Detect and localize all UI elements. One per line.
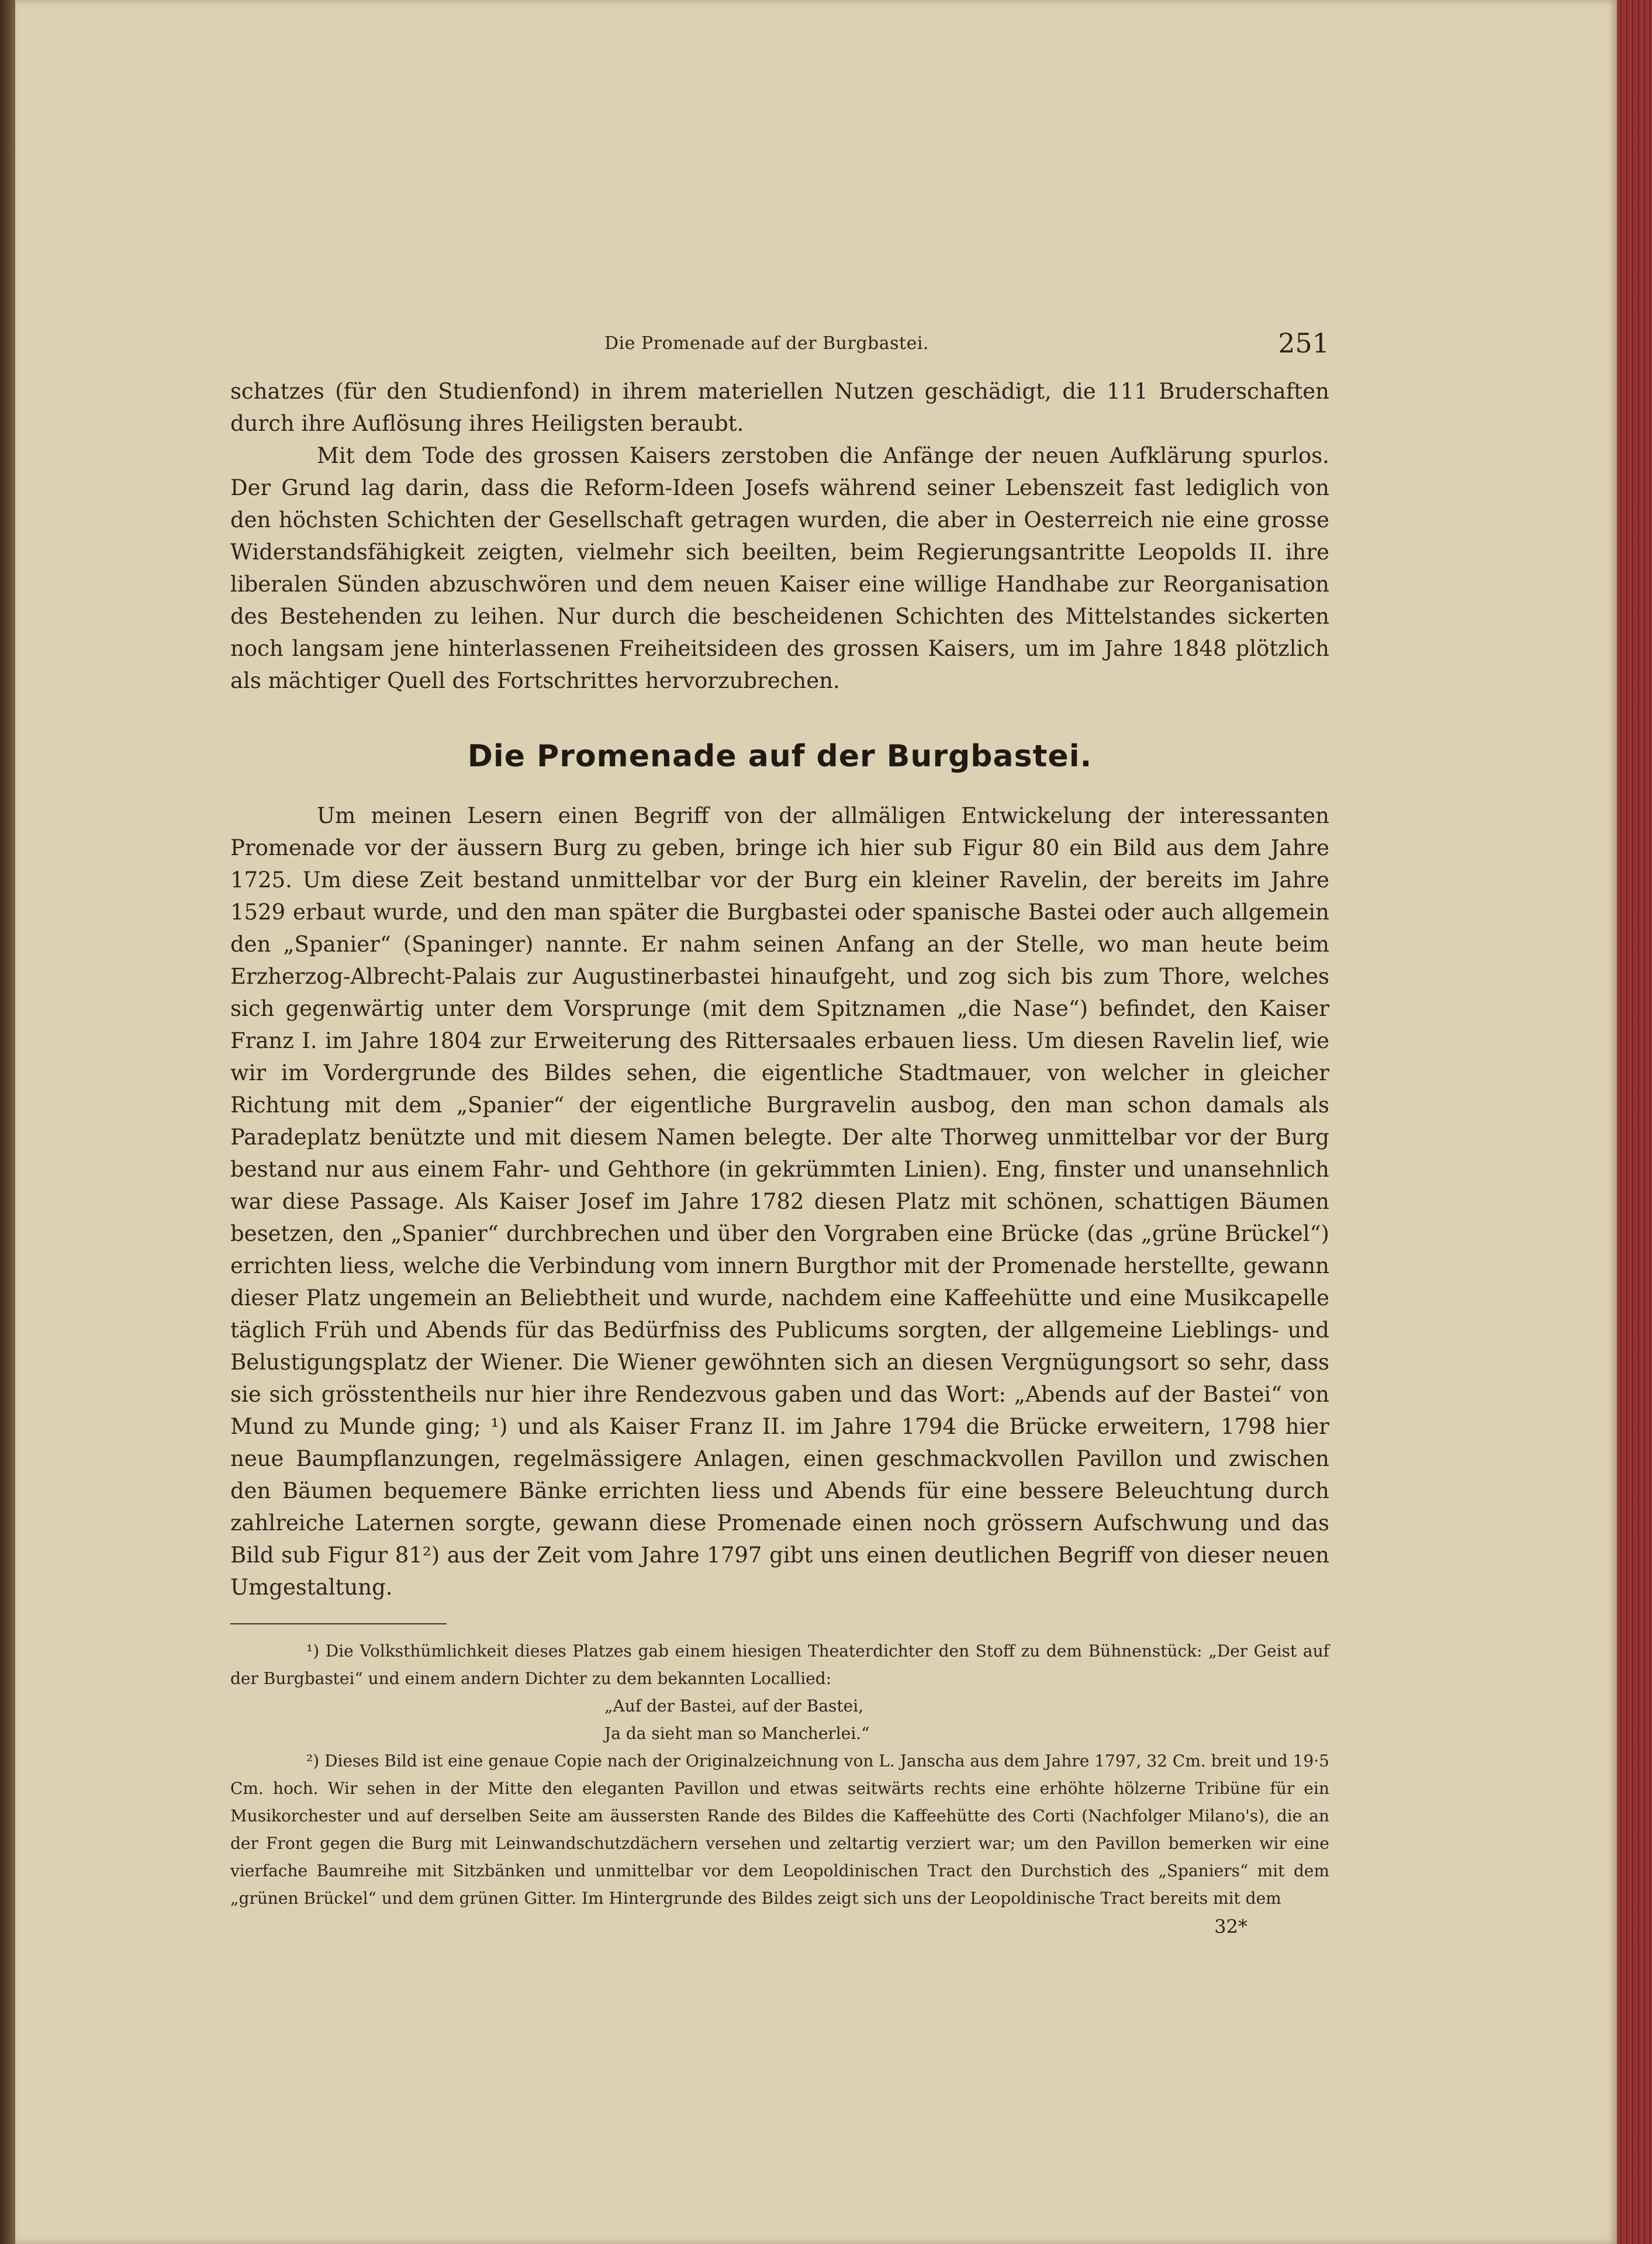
section-title: Die Promenade auf der Burgbastei. [467, 739, 1093, 774]
book-spine [0, 0, 15, 2244]
footnote-2: ²) Dieses Bild ist eine genaue Copie nach der Originalzeichnung von L. Janscha aus dem Jahre 1797, 32 Cm. breit und 19·5 Cm. hoch. Wir sehen in der Mitte den eleganten Pavillon und etwas seitwärts rechts eine erhöhte hölzerne Tribüne für ein Musikorchester und auf derselben Seite am äussersten Rande des Bildes die Kaffeehütte des Corti (Nachfolger Milano's), die an der Front gegen die Burg mit Leinwandschutzdächern versehen und zeltartig verziert war; um den Pavillon bemerken wir eine vierfache Baumreihe mit Sitzbänken und unmittelbar vor dem Leopoldinischen Tract den Durchstich des „Spaniers“ mit dem „grünen Brückel“ und dem grünen Gitter. Im Hintergrunde des Bildes zeigt sich uns der Leopoldinische Tract bereits mit dem [230, 1751, 1329, 1908]
page-edges [1617, 0, 1652, 2244]
intro-paragraph-2: Mit dem Tode des grossen Kaisers zerstoben die Anfänge der neuen Aufklärung spurlos. Der Grund lag darin, dass die Reform-Ideen Josefs während seiner Lebenszeit fast lediglich von den höchsten Schichten der Gesellschaft getragen wurden, die aber in Oesterreich nie eine grosse Widerstandsfähigkeit zeigten, vielmehr sich beeilten, beim Regierungsantritte Leopolds II. ihre liberalen Sünden abzuschwören und dem neuen Kaiser eine willige Handhabe zur Reorganisation des Bestehenden zu leihen. Nur durch die bescheidenen Schichten des Mittelstandes sickerten noch langsam jene hinterlassenen Freiheitsideen des grossen Kaisers, um im Jahre 1848 plötzlich als mächtiger Quell des Fortschrittes hervorzubrechen. [230, 443, 1329, 693]
intro-paragraph-1: schatzes (für den Studienfond) in ihrem materiellen Nutzen geschädigt, die 111 Bruderschaften durch ihre Auflösung ihres Heiligsten beraubt. [230, 379, 1329, 436]
signature-mark: 32* [1214, 1915, 1247, 1938]
page-content [230, 327, 1329, 1938]
footnote-1: ¹) Die Volksthümlichkeit dieses Platzes gab einem hiesigen Theaterdichter den Stoff zu dem Bühnenstück: „Der Geist auf der Burgbastei“ und einem andern Dichter zu dem bekannten Locallied: [230, 1641, 1329, 1688]
page-header [230, 327, 1329, 362]
page-number: 251 [1278, 327, 1329, 359]
running-title: Die Promenade auf der Burgbastei. [604, 333, 929, 354]
section-paragraph-1: Um meinen Lesern einen Begriff von der allmäligen Entwickelung der interessanten Promenade vor der äussern Burg zu geben, bringe ich hier sub Figur 80 ein Bild aus dem Jahre 1725. Um diese Zeit bestand unmittelbar vor der Burg ein kleiner Ravelin, der bereits im Jahre 1529 erbaut wurde, und den man später die Burgbastei oder spanische Bastei oder auch allgemein den „Spanier“ (Spaninger) nannte. Er nahm seinen Anfang an der Stelle, wo man heute beim Erzherzog-Albrecht-Palais zur Augustinerbastei hinaufgeht, und zog sich bis zum Thore, welches sich gegenwärtig unter dem Vorsprunge (mit dem Spitznamen „die Nase“) befindet, den Kaiser Franz I. im Jahre 1804 zur Erweiterung des Rittersaales erbauen liess. Um diesen Ravelin lief, wie wir im Vordergrunde des Bildes sehen, die eigentliche Stadtmauer, von welcher in gleicher Richtung mit dem „Spanier“ der eigentliche Burgravelin ausbog, den man schon damals als Paradeplatz benützte und mit diesem Namen belegte. Der alte Thorweg unmittelbar vor der Burg bestand nur aus einem Fahr- und Gehthore (in gekrümmten Linien). Eng, finster und unansehnlich war diese Passage. Als Kaiser Josef im Jahre 1782 diesen Platz mit schönen, schattigen Bäumen besetzen, den „Spanier“ durchbrechen und über den Vorgraben eine Brücke (das „grüne Brückel“) errichten liess, welche die Verbindung vom innern Burgthor mit der Promenade herstellte, gewann dieser Platz ungemein an Beliebtheit und wurde, nachdem eine Kaffeehütte und eine Musikcapelle täglich Früh und Abends für das Bedürfniss des Publicums sorgten, der allgemeine Lieblings- und Belustigungsplatz der Wiener. Die Wiener gewöhnten sich an diesen Vergnügungsort so sehr, dass sie sich grösstentheils nur hier ihre Rendezvous gaben und das Wort: „Abends auf der Bastei“ von Mund zu Munde ging; ¹) und als Kaiser Franz II. im Jahre 1794 die Brücke erweitern, 1798 hier neue Baumpflanzungen, regelmässigere Anlagen, einen geschmackvollen Pavillon und zwischen den Bäumen bequemere Bänke errichten liess und Abends für eine bessere Beleuchtung durch zahlreiche Laternen sorgte, gewann diese Promenade einen noch grössern Aufschwung und das Bild sub Figur 81²) aus der Zeit vom Jahre 1797 gibt uns einen deutlichen Begriff von dieser neuen Umgestaltung. [230, 803, 1329, 1600]
footnote-verse-line-2: Ja da sieht man so Mancherlei.“ [604, 1724, 870, 1743]
footnote-verse-line-1: „Auf der Bastei, auf der Bastei, [604, 1696, 864, 1716]
footnote-rule [230, 1623, 447, 1624]
